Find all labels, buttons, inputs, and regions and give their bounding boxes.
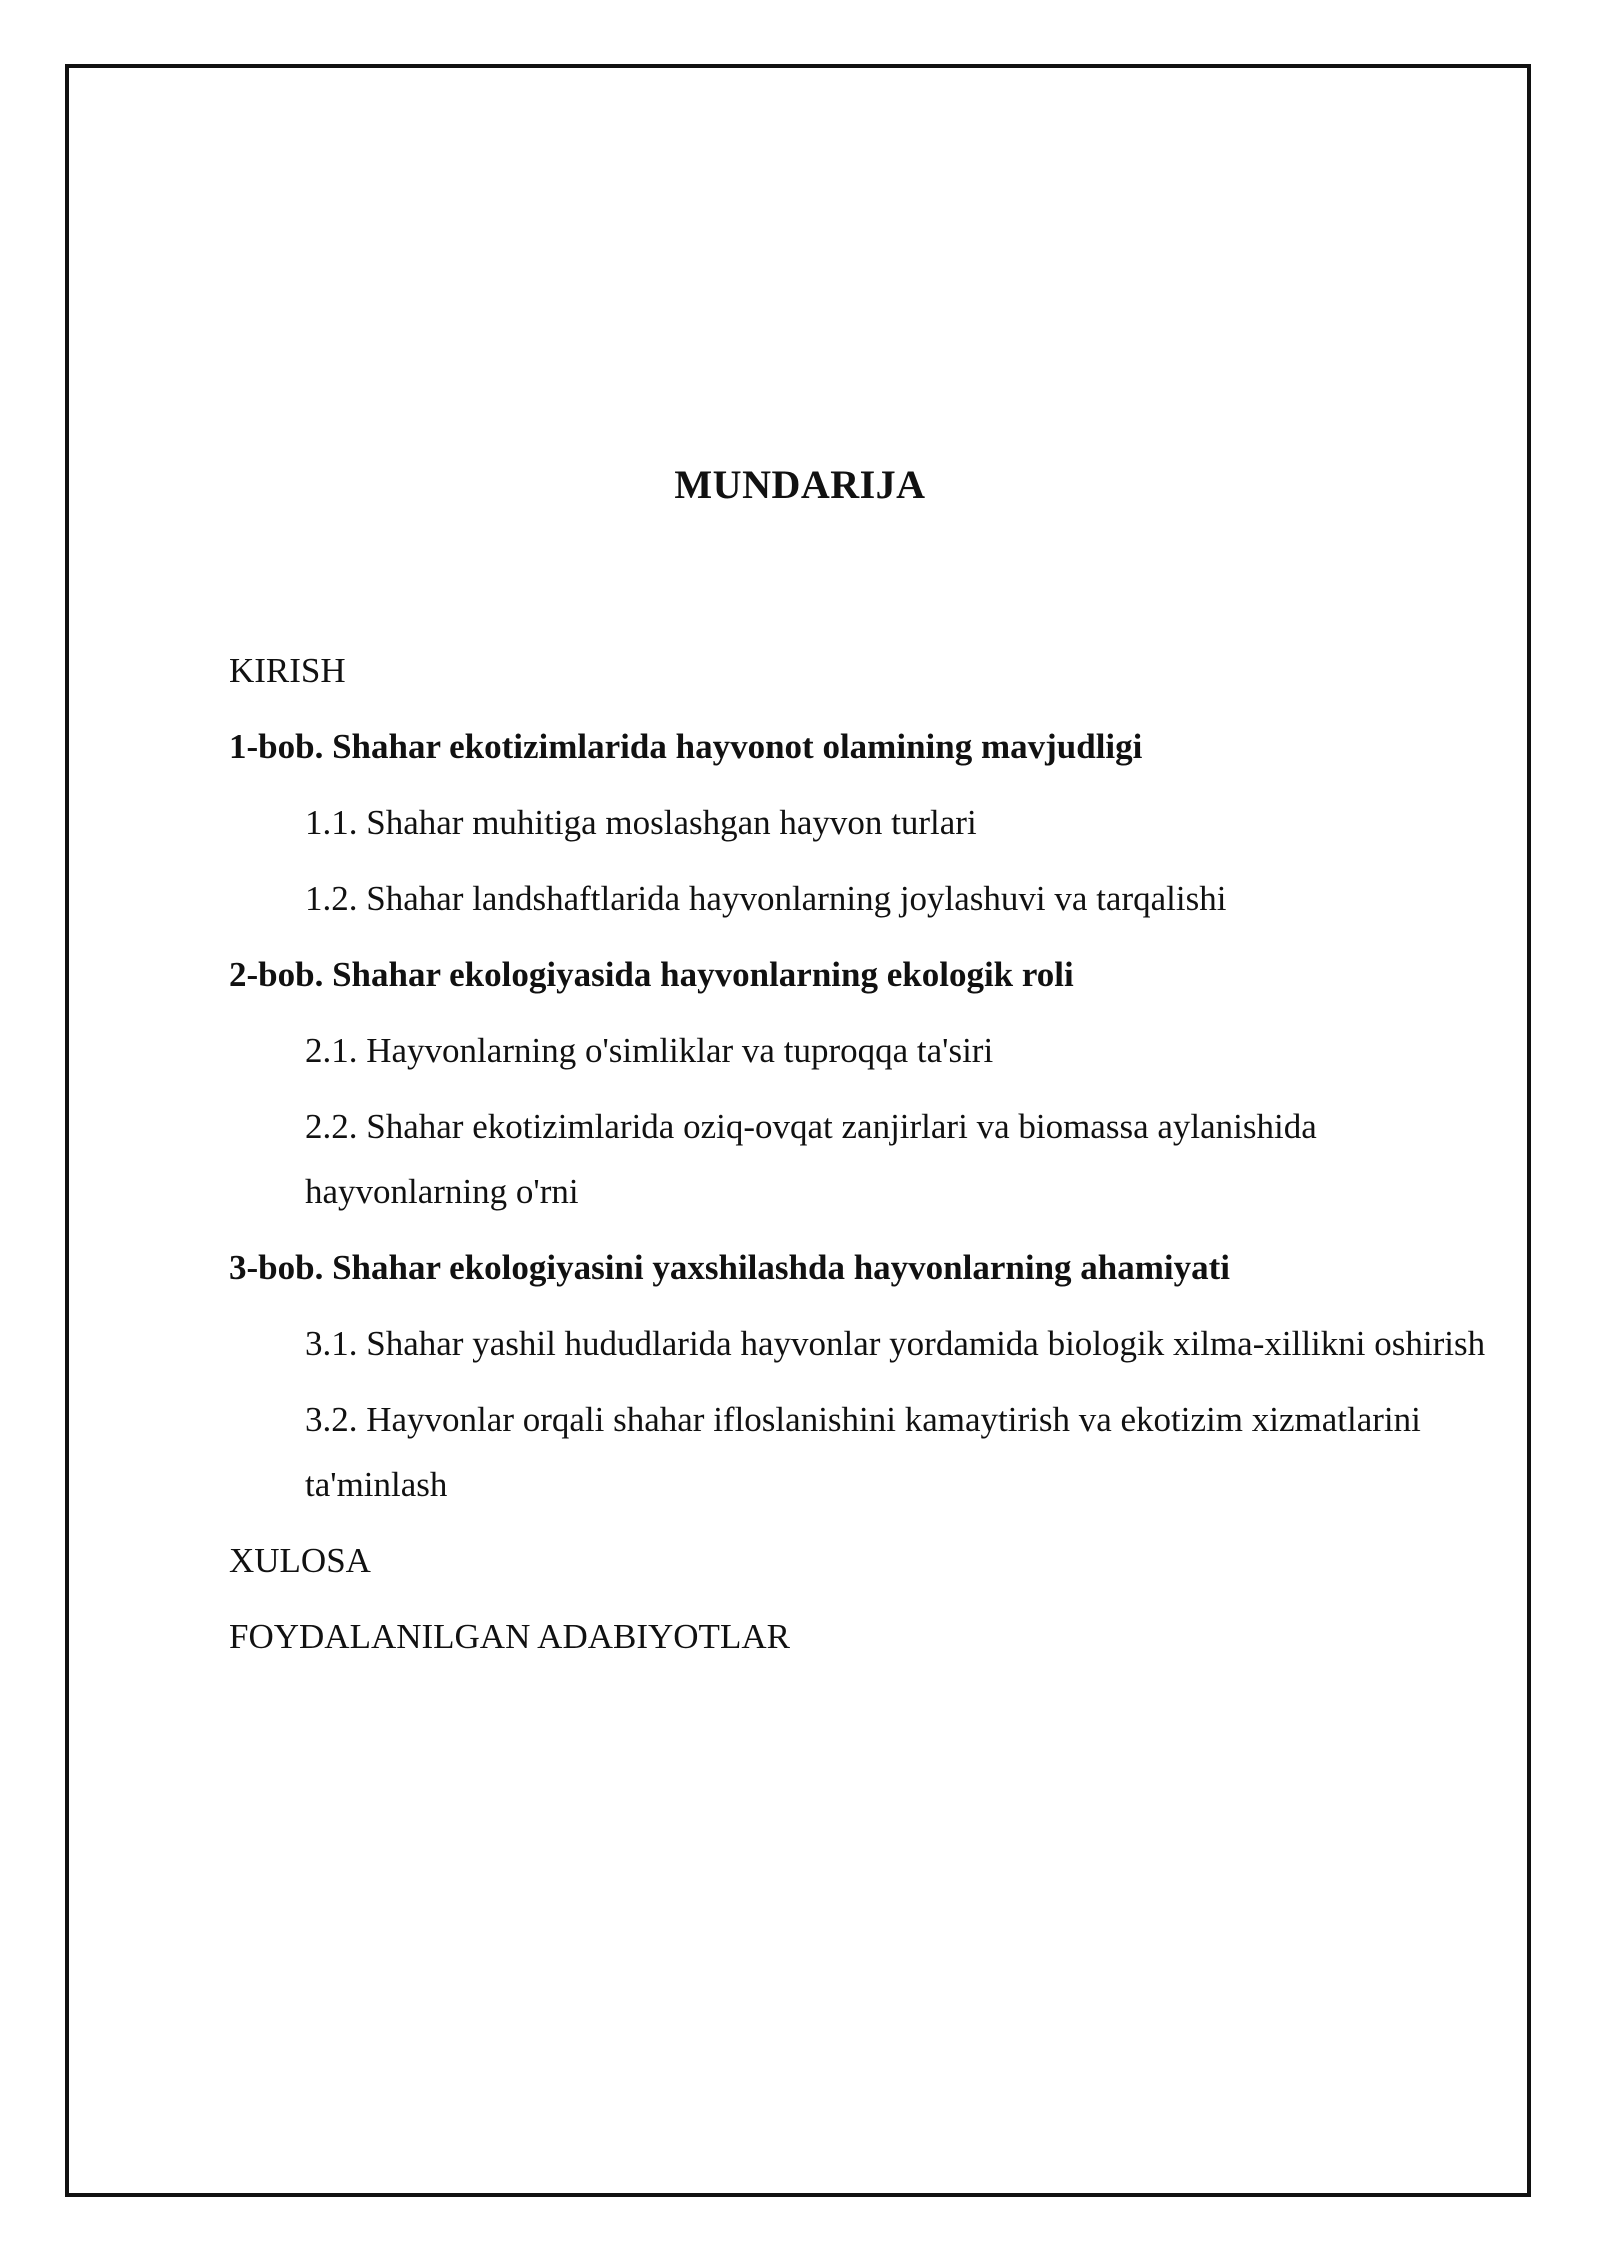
toc-chapter-1: 1-bob. Shahar ekotizimlarida hayvonot olamining mavjudligi (229, 727, 1143, 766)
toc-section-2-1: 2.1. Hayvonlarning o'simliklar va tuproqqa ta'siri (305, 1031, 994, 1070)
toc-entry-introduction: KIRISH (229, 651, 346, 690)
table-of-contents (229, 638, 1486, 1680)
toc-section-3-1: 3.1. Shahar yashil hududlarida hayvonlar yordamida biologik xilma-xillikni oshirish (305, 1324, 1486, 1363)
toc-section-1-1: 1.1. Shahar muhitiga moslashgan hayvon turlari (305, 803, 977, 842)
toc-chapter-2: 2-bob. Shahar ekologiyasida hayvonlarning ekologik roli (229, 955, 1074, 994)
toc-section-3-2: 3.2. Hayvonlar orqali shahar ifloslanishini kamaytirish va ekotizim xizmatlarini ta'minlash (305, 1400, 1421, 1504)
toc-section-1-2: 1.2. Shahar landshaftlarida hayvonlarning joylashuvi va tarqalishi (305, 879, 1227, 918)
toc-entry-conclusion: XULOSA (229, 1541, 371, 1580)
toc-section-2-2: 2.2. Shahar ekotizimlarida oziq-ovqat zanjirlari va biomassa aylanishida hayvonlarning o'rni (305, 1107, 1317, 1211)
toc-chapter-3: 3-bob. Shahar ekologiyasini yaxshilashda hayvonlarning ahamiyati (229, 1248, 1231, 1287)
toc-entry-references: FOYDALANILGAN ADABIYOTLAR (229, 1617, 790, 1656)
toc-title: MUNDARIJA (674, 462, 926, 507)
